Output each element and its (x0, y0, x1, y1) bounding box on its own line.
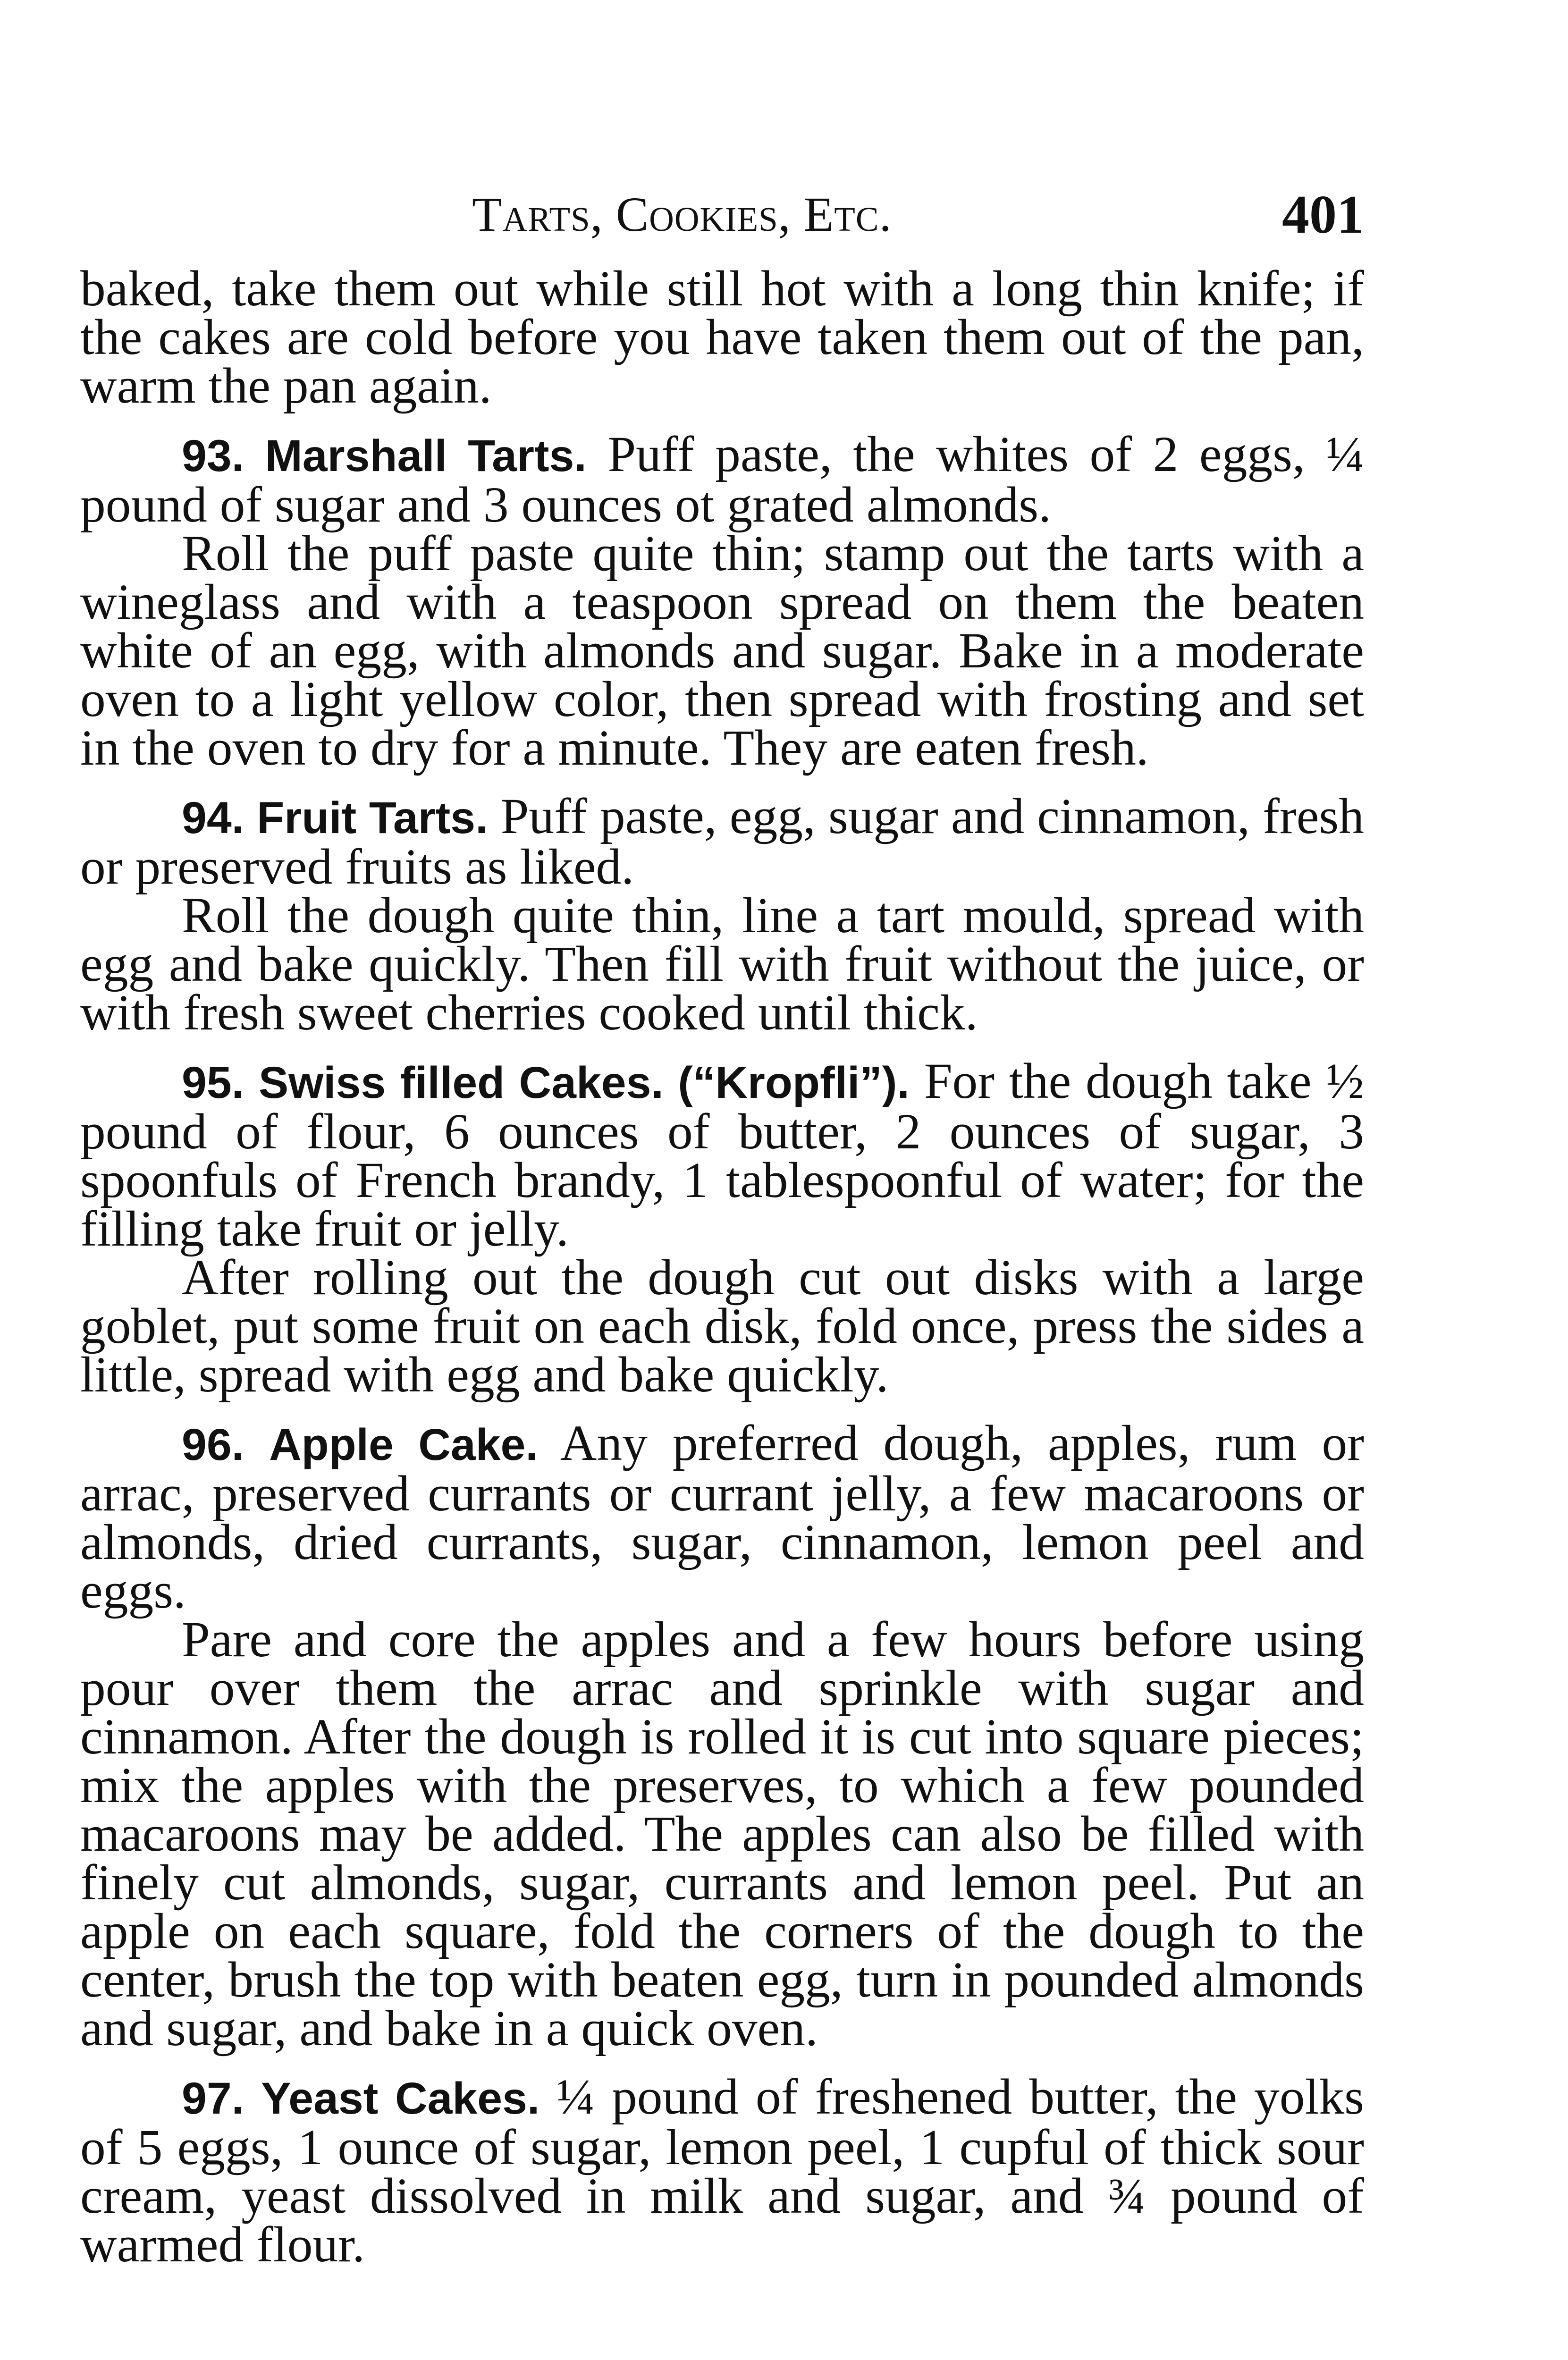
page-header (80, 186, 1378, 253)
recipe-title: Fruit Tarts. (257, 793, 488, 843)
recipe-ingredients-paragraph (80, 2069, 1365, 2273)
recipe-ingredients-paragraph (80, 426, 1365, 533)
continuation-paragraph: baked, take them out while still hot with a long thin knife; if the cakes are cold before you have taken them out of the pan, warm the pan again. (80, 261, 1364, 414)
recipe-number: 95. (182, 1058, 244, 1108)
recipe-97 (80, 2069, 1365, 2273)
recipe-ingredients: Any preferred dough, apples, rum or arrac, preserved currants or currant jelly, a few macaroons or almonds, dried currants, sugar, cinnamon, lemon peel and eggs. (80, 1415, 1365, 1619)
recipe-title: Apple Cake. (269, 1420, 538, 1470)
recipe-94 (80, 788, 1365, 1041)
recipe-96 (80, 1415, 1365, 2057)
recipe-ingredients: ¼ pound of freshened butter, the yolks of 5 eggs, 1 ounce of sugar, lemon peel, 1 cupful of thick sour cream, yeast dissolved in milk and sugar, and ¾ pound of warmed flour. (80, 2069, 1365, 2273)
recipe-title: Yeast Cakes. (261, 2073, 540, 2124)
recipe-directions: Roll the dough quite thin, line a tart mould, spread with egg and bake quickly. Then fill with fruit without the juice, or with fresh sweet cherries cooked until thick. (80, 887, 1364, 1041)
recipe-number: 93. (182, 431, 244, 481)
recipe-number: 97. (182, 2073, 244, 2124)
page-number: 401 (1282, 185, 1364, 245)
running-head: Tarts, Cookies, Etc. (472, 187, 892, 242)
recipe-ingredients: Puff paste, the whites of 2 eggs, ¼ pound of sugar and 3 ounces ot grated almonds. (80, 426, 1365, 533)
recipe-95 (80, 1053, 1365, 1403)
recipe-directions: Roll the puff paste quite thin; stamp out the tarts with a wineglass and with a teaspoon spread on them the beaten white of an egg, with almonds and sugar. Bake in a moderate oven to a light yellow color, then spread with frosting and set in the oven to dry for a minute. They are eaten fresh. (80, 525, 1364, 776)
recipe-ingredients-paragraph (80, 1053, 1365, 1257)
recipe-directions: After rolling out the dough cut out disks with a large goblet, put some fruit on each disk, fold once, press the sides a little, spread with egg and bake quickly. (80, 1249, 1364, 1403)
recipe-93 (80, 426, 1365, 776)
recipe-directions: Pare and core the apples and a few hours before using pour over them the arrac and sprinkle with sugar and cinnamon. After the dough is rolled it is cut into square pieces; mix the apples with the preserves, to which a few pounded macaroons may be added. The apples can also be filled with finely cut almonds, sugar, currants and lemon peel. Put an apple on each square, fold the corners of the dough to the center, brush the top with beaten egg, turn in pounded almonds and sugar, and bake in a quick oven. (80, 1611, 1364, 2057)
recipe-ingredients: Puff paste, egg, sugar and cinnamon, fresh or preserved fruits as liked. (80, 788, 1365, 895)
page-body (80, 261, 1365, 2273)
recipe-ingredients-paragraph (80, 1415, 1365, 1619)
recipe-ingredients-paragraph (80, 788, 1365, 895)
recipe-title: Swiss filled Cakes. (“Kropfli”). (258, 1058, 910, 1108)
recipe-title: Marshall Tarts. (265, 431, 587, 481)
recipe-number: 96. (182, 1420, 244, 1470)
recipe-number: 94. (182, 793, 244, 843)
recipe-ingredients: For the dough take ½ pound of flour, 6 ounces of butter, 2 ounces of sugar, 3 spoonfuls of French brandy, 1 tablespoonful of water; for the filling take fruit or jelly. (80, 1053, 1365, 1257)
